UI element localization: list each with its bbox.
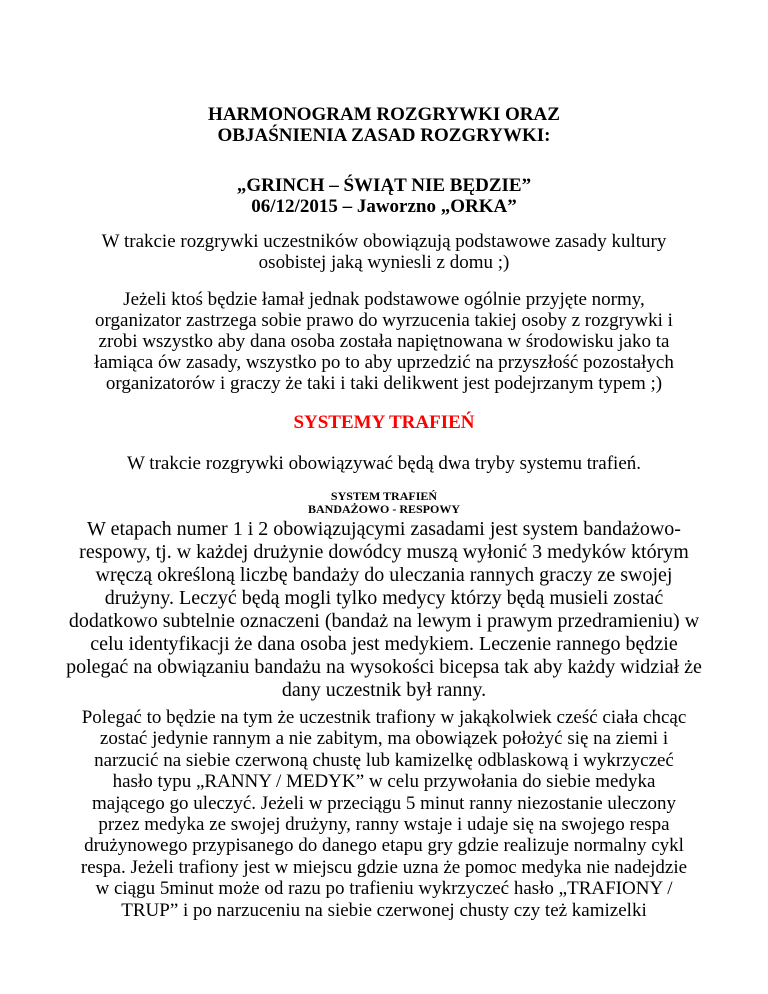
hit-rules-line: Polegać to będzie na tym że uczestnik trafiony w jakąkolwiek cześć ciała chcąc bbox=[81, 707, 687, 728]
bandage-rules-line: drużyny. Leczyć będą mogli tylko medycy którzy będą musieli zostać bbox=[104, 587, 664, 609]
intro-line: osobistej jaką wyniesli z domu ;) bbox=[258, 252, 510, 273]
bandage-rules-line: respowy, tj. w każdej drużynie dowódcy muszą wyłonić 3 medyków którym bbox=[79, 541, 689, 563]
warning-line: łamiąca ów zasady, wszystko po to aby uprzedzić na przyszłość pozostałych bbox=[94, 352, 674, 373]
document-title bbox=[58, 104, 710, 146]
systems-intro-paragraph: W trakcie rozgrywki obowiązywać będą dwa tryby systemu trafień. bbox=[126, 453, 642, 474]
bandage-rules-line: polegać na obwiązaniu bandażu na wysokości bicepsa tak aby każdy widział że bbox=[66, 656, 702, 678]
intro-line: W trakcie rozgrywki uczestników obowiązują podstawowe zasady kultury bbox=[101, 231, 667, 252]
hit-rules-paragraph bbox=[58, 707, 710, 921]
event-date-location: 06/12/2015 – Jaworzno „ORKA” bbox=[251, 196, 517, 217]
bandage-rules-line: wręczą określoną liczbę bandaży do uleczania rannych graczy ze swojej bbox=[95, 564, 673, 586]
document-title-line-1: HARMONOGRAM ROZGRYWKI ORAZ bbox=[208, 104, 560, 125]
subheading-line-1: SYSTEM TRAFIEŃ bbox=[330, 489, 438, 503]
warning-paragraph bbox=[58, 289, 710, 394]
warning-line: organizator zastrzega sobie prawo do wyrzucenia takiej osoby z rozgrywki i bbox=[95, 310, 673, 331]
bandage-rules-line: W etapach numer 1 i 2 obowiązującymi zasadami jest system bandażowo- bbox=[87, 518, 681, 540]
hit-rules-line: respa. Jeżeli trafiony jest w miejscu gdzie uzna że pomoc medyka nie nadejdzie bbox=[80, 856, 688, 878]
subheading-bandage-respawn bbox=[58, 490, 710, 516]
hit-rules-line: drużynowego przypisanego do danego etapu gry gdzie realizuje normalny cykl bbox=[84, 835, 684, 857]
event-name: „GRINCH – ŚWIĄT NIE BĘDZIE” bbox=[236, 175, 532, 196]
warning-line: Jeżeli ktoś będzie łamał jednak podstawowe ogólnie przyjęte normy, bbox=[123, 289, 645, 310]
hit-rules-line: TRUP” i po narzuceniu na siebie czerwonej chusty czy też kamizelki bbox=[121, 899, 647, 921]
section-heading-hit-systems: SYSTEMY TRAFIEŃ bbox=[293, 412, 475, 433]
hit-rules-line: mającego go uleczyć. Jeżeli w przeciągu 5 minut ranny niezostanie uleczony bbox=[92, 792, 676, 814]
intro-paragraph bbox=[58, 231, 710, 273]
hit-rules-line: w ciągu 5minut może od razu po trafieniu wykrzyczeć hasło „TRAFIONY / bbox=[95, 878, 673, 900]
warning-line: zrobi wszystko aby dana osoba została napiętnowana w środowisku jako ta bbox=[98, 331, 670, 352]
bandage-rules-line: celu identyfikacji że dana osoba jest medykiem. Leczenie rannego będzie bbox=[90, 633, 678, 655]
bandage-rules-line: dany uczestnik był ranny. bbox=[281, 679, 487, 701]
hit-rules-line: hasło typu „RANNY / MEDYK” w celu przywołania do siebie medyka bbox=[112, 771, 656, 793]
document-title-line-2: OBJAŚNIENIA ZASAD ROZGRYWKI: bbox=[217, 125, 551, 146]
bandage-rules-line: dodatkowo subtelnie oznaczeni (bandaż na lewym i prawym przedramieniu) w bbox=[68, 610, 700, 632]
subheading-line-2: BANDAŻOWO - RESPOWY bbox=[307, 502, 460, 516]
hit-rules-line: narzucić na siebie czerwoną chustę lub kamizelkę odblaskową i wykrzyczeć bbox=[94, 749, 674, 771]
hit-rules-line: zostać jedynie rannym a nie zabitym, ma obowiązek położyć się na ziemi i bbox=[99, 728, 669, 750]
event-title bbox=[58, 175, 710, 217]
hit-rules-line: przez medyka ze swojej drużyny, ranny wstaje i udaje się na swojego respa bbox=[98, 814, 670, 836]
warning-line: organizatorów i graczy że taki i taki delikwent jest podejrzanym typem ;) bbox=[105, 373, 663, 394]
bandage-rules-paragraph bbox=[58, 518, 710, 702]
